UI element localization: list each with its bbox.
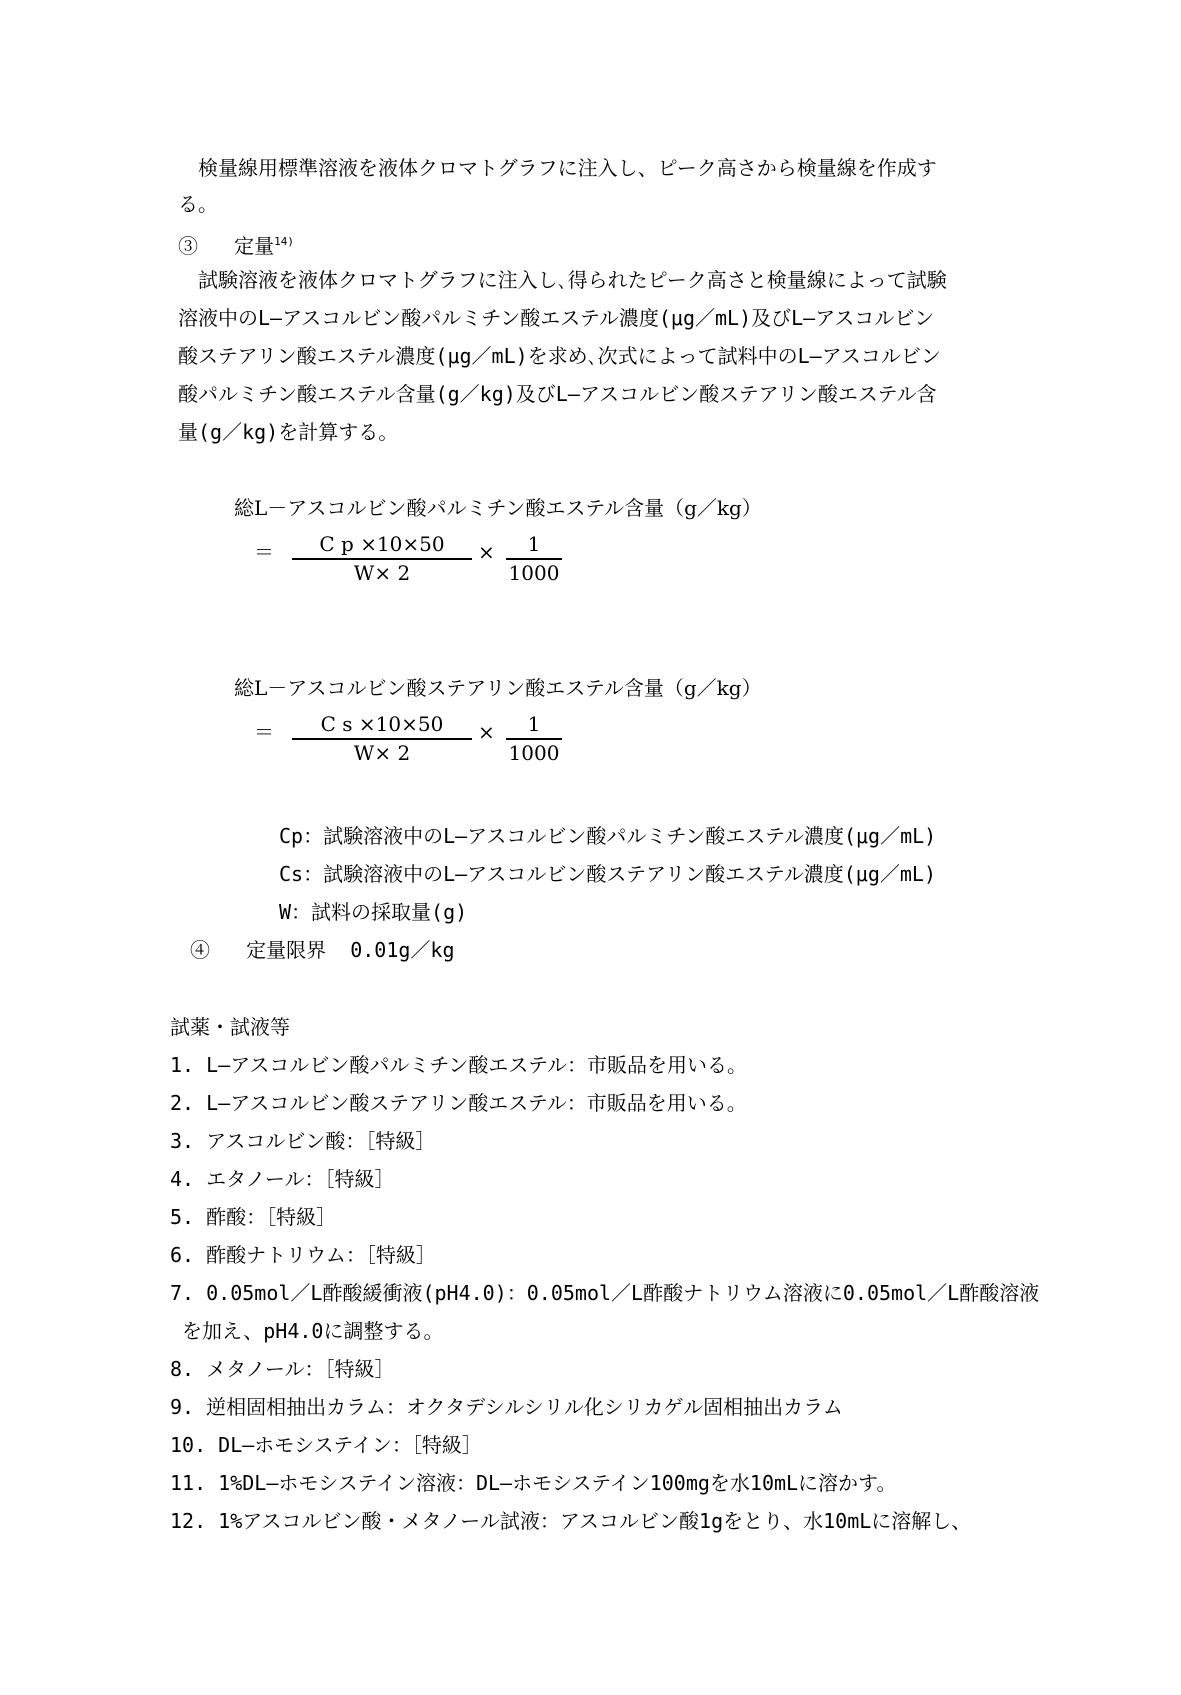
text-line: 量(g／kg)を計算する。 (178, 420, 399, 444)
formula-stearate (234, 676, 914, 768)
equals-sign: ＝ (254, 540, 274, 564)
section-number: ④ (190, 938, 210, 962)
main-fraction (292, 532, 472, 586)
reference-mark: 14) (274, 235, 294, 248)
scale-fraction (506, 712, 562, 766)
denominator: W× 2 (353, 741, 411, 765)
list-item: 1. L―アスコルビン酸パルミチン酸エステル：市販品を用いる。 (170, 1053, 748, 1077)
list-item: 4. エタノール：［特級］ (170, 1167, 395, 1191)
equals-sign: ＝ (254, 720, 274, 744)
text-line: る。 (178, 192, 218, 216)
list-item: 7. 0.05mol／L酢酸緩衝液(pH4.0)：0.05mol／L酢酸ナトリウム溶液に0.05mol／L酢酸溶液 (170, 1281, 1040, 1305)
reagents-heading: 試薬・試液等 (170, 1015, 290, 1039)
definition-w: W：試料の採取量(g) (279, 900, 468, 924)
numerator: 1 (506, 532, 562, 560)
times-sign: × (478, 720, 495, 744)
text-line: 酸ステアリン酸エステル濃度(μg／mL)を求め､次式によって試料中のL―アスコルビン (178, 344, 941, 368)
section-title: 定量 (234, 234, 275, 258)
list-item: 6. 酢酸ナトリウム：［特級］ (170, 1243, 436, 1267)
list-item: 8. メタノール：［特級］ (170, 1357, 395, 1381)
list-item: 9. 逆相固相抽出カラム：オクタデシルシリル化シリカゲル固相抽出カラム (170, 1395, 843, 1419)
denominator: 1000 (508, 561, 560, 585)
list-item: 3. アスコルビン酸：［特級］ (170, 1129, 436, 1153)
text-line: 溶液中のL―アスコルビン酸パルミチン酸エステル濃度(μg／mL)及びL―アスコルビン (178, 306, 935, 330)
numerator: C p ×10×50 (292, 532, 472, 560)
list-item-continuation: を加え、pH4.0に調整する。 (170, 1319, 444, 1343)
definition-cp: Cp：試験溶液中のL―アスコルビン酸パルミチン酸エステル濃度(μg／mL) (279, 824, 937, 848)
text-line: 酸パルミチン酸エステル含量(g／kg)及びL―アスコルビン酸ステアリン酸エステル含 (178, 382, 937, 406)
list-item: 5. 酢酸：［特級］ (170, 1205, 337, 1229)
quantification-limit-value: 0.01g／kg (350, 938, 455, 962)
times-sign: × (478, 540, 495, 564)
list-item: 10. DL―ホモシステイン：［特級］ (170, 1433, 482, 1457)
formula-palmitate (234, 496, 914, 588)
list-item: 11. 1%DL―ホモシステイン溶液：DL―ホモシステイン100mgを水10mLに溶かす。 (170, 1471, 897, 1495)
numerator: C s ×10×50 (292, 712, 472, 740)
main-fraction (292, 712, 472, 766)
section-3-heading (178, 230, 294, 258)
section-4-heading (190, 938, 455, 962)
formula-title: 総L－アスコルビン酸ステアリン酸エステル含量（g／kg） (234, 676, 762, 700)
denominator: W× 2 (353, 561, 411, 585)
section-title: 定量限界 (246, 938, 327, 962)
section-number: ③ (178, 234, 198, 258)
formula-title: 総L－アスコルビン酸パルミチン酸エステル含量（g／kg） (234, 496, 762, 520)
list-item: 2. L―アスコルビン酸ステアリン酸エステル：市販品を用いる。 (170, 1091, 747, 1115)
list-item: 12. 1%アスコルビン酸・メタノール試液：アスコルビン酸1gをとり、水10mLに溶解し、 (170, 1509, 972, 1533)
numerator: 1 (506, 712, 562, 740)
text-line: 検量線用標準溶液を液体クロマトグラフに注入し、ピーク高さから検量線を作成す (198, 156, 937, 180)
definition-cs: Cs：試験溶液中のL―アスコルビン酸ステアリン酸エステル濃度(μg／mL) (279, 862, 937, 886)
denominator: 1000 (508, 741, 560, 765)
scale-fraction (506, 532, 562, 586)
text-line: 試験溶液を液体クロマトグラフに注入し､得られたピーク高さと検量線によって試験 (198, 268, 947, 292)
